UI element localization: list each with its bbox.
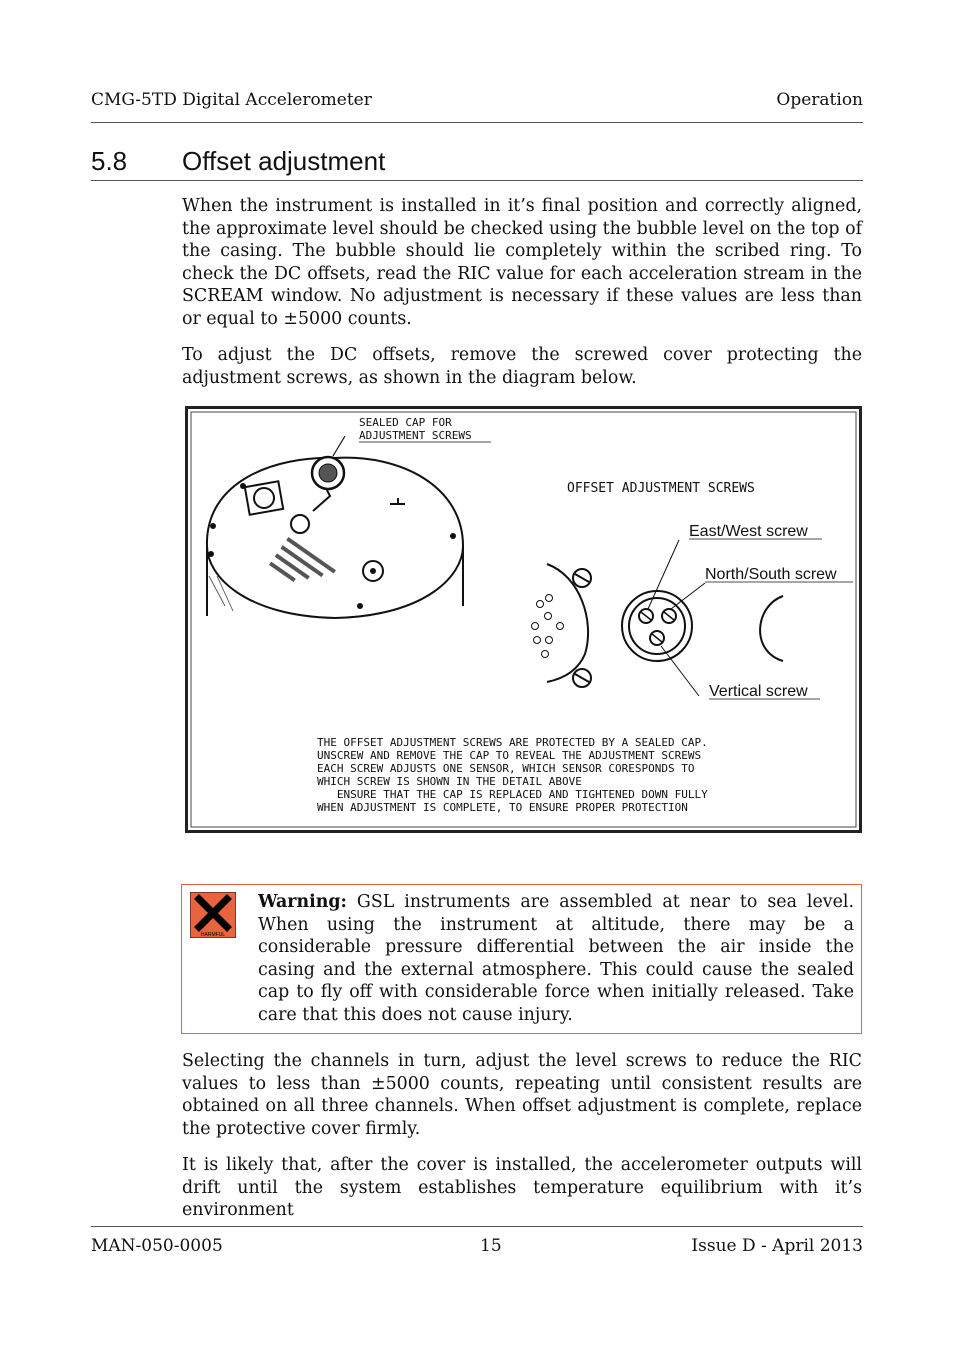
figure-note-line: THE OFFSET ADJUSTMENT SCREWS ARE PROTECTED BY A SEALED CAP. (317, 736, 708, 749)
footer-issue: Issue D - April 2013 (691, 1236, 863, 1256)
figure-note-line: ENSURE THAT THE CAP IS REPLACED AND TIGHTENED DOWN FULLY (317, 788, 708, 801)
footer-document-number: MAN-050-0005 (91, 1236, 223, 1256)
running-header-title: CMG-5TD Digital Accelerometer (91, 90, 372, 110)
figure-note-line: WHEN ADJUSTMENT IS COMPLETE, TO ENSURE PROPER PROTECTION (317, 801, 688, 814)
figure-note-line: EACH SCREW ADJUSTS ONE SENSOR, WHICH SENSOR CORESPONDS TO (317, 762, 695, 775)
sealed-cap-label-line1: SEALED CAP FOR (359, 416, 452, 429)
figure-note-line: UNSCREW AND REMOVE THE CAP TO REVEAL THE ADJUSTMENT SCREWS (317, 749, 702, 762)
section-title: Offset adjustment (182, 146, 386, 176)
offset-adjustment-diagram (185, 406, 862, 833)
running-header-section: Operation (776, 90, 863, 110)
section-number: 5.8 (91, 146, 128, 176)
paragraph-adjust: To adjust the DC offsets, remove the screwed cover protecting the adjustment screws, as shown in the diagram below. (182, 345, 862, 388)
figure-note-line: WHICH SCREW IS SHOWN IN THE DETAIL ABOVE (317, 775, 582, 788)
section-rule (91, 180, 863, 181)
vertical-screw-label: Vertical screw (709, 683, 808, 700)
paragraph-selecting-channels: Selecting the channels in turn, adjust the level screws to reduce the RIC values to less than ±5000 counts, repeating until consistent results are obtained on all three channels. When offset adjustment is complete, replace the protective cover firmly. (182, 1051, 862, 1139)
paragraph-intro: When the instrument is installed in it’s final position and correctly aligned, the approximate level should be checked using the bubble level on the top of the casing. The bubble should lie completely within the scribed ring. To check the DC offsets, read the RIC value for each acceleration stream in the SCREAM window. No adjustment is necessary if these values are less than or equal to ±5000 counts. (182, 196, 862, 329)
paragraph-drift: It is likely that, after the cover is installed, the accelerometer outputs will drift until the system establishes temperature equilibrium with it’s environment (182, 1155, 862, 1220)
header-rule (91, 122, 863, 123)
warning-body: GSL instruments are assembled at near to sea level. When using the instrument at altitude, there may be a considerable pressure differential between the air inside the casing and the external atmosphere. This could cause the sealed cap to fly off with considerable force when initially released. Take care that this does not cause injury. (258, 892, 854, 1025)
sealed-cap-label-line2: ADJUSTMENT SCREWS (359, 429, 472, 442)
hazard-icon-caption: HARMFUL (200, 932, 226, 938)
warning-label: Warning: (258, 892, 347, 912)
footer-rule (91, 1226, 863, 1227)
harmful-hazard-icon (190, 892, 236, 938)
warning-text (258, 891, 854, 1027)
footer-page-number: 15 (480, 1236, 502, 1256)
offset-screws-title: OFFSET ADJUSTMENT SCREWS (567, 481, 755, 496)
east-west-screw-label: East/West screw (689, 523, 808, 540)
north-south-screw-label: North/South screw (705, 566, 837, 583)
